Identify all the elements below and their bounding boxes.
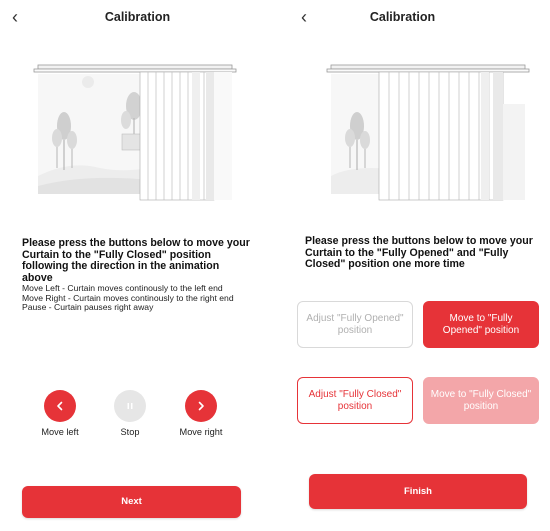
stop-button[interactable]: [114, 390, 146, 422]
chevron-right-icon: [195, 400, 207, 412]
move-left-label: Move left: [41, 427, 79, 437]
calibration-screen-verify: [275, 0, 550, 531]
page-title: Calibration: [104, 10, 171, 24]
move-right-button[interactable]: [185, 390, 217, 422]
chevron-left-icon: [54, 400, 66, 412]
adjust-fully-closed-button[interactable]: Adjust "Fully Closed" position: [297, 377, 413, 424]
instructions: [305, 236, 535, 271]
move-to-fully-opened-button[interactable]: Move to "Fully Opened" position: [423, 301, 539, 348]
instructions: [22, 238, 250, 313]
move-right-control: [176, 390, 226, 437]
stop-label: Stop: [120, 427, 140, 437]
instruction-pause: Pause - Curtain pauses right away: [22, 302, 154, 312]
page-title: Calibration: [369, 10, 436, 24]
pause-icon: [125, 401, 135, 411]
move-right-label: Move right: [179, 427, 223, 437]
move-left-control: [38, 390, 82, 437]
adjust-fully-opened-button[interactable]: Adjust "Fully Opened" position: [297, 301, 413, 348]
back-chevron-icon[interactable]: ‹: [12, 7, 18, 27]
instruction-move-left: Move Left - Curtain moves continously to the left end: [22, 283, 223, 293]
instruction-heading: Please press the buttons below to move your Curtain to the "Fully Opened" and "Fully Closed" position one more time: [305, 235, 533, 270]
instruction-heading: Please press the buttons below to move your Curtain to the "Fully Closed" position following the direction in the animation above: [22, 237, 250, 284]
stop-control: [108, 390, 152, 437]
move-left-button[interactable]: [44, 390, 76, 422]
next-button[interactable]: Next: [22, 486, 241, 518]
curtain-opened-illustration: [323, 64, 533, 210]
instruction-move-right: Move Right - Curtain moves continously to the right end: [22, 292, 234, 303]
curtain-closed-illustration: [30, 64, 240, 210]
move-to-fully-closed-button[interactable]: Move to "Fully Closed" position: [423, 377, 539, 424]
finish-button[interactable]: Finish: [309, 474, 527, 509]
back-chevron-icon[interactable]: ‹: [301, 7, 307, 27]
